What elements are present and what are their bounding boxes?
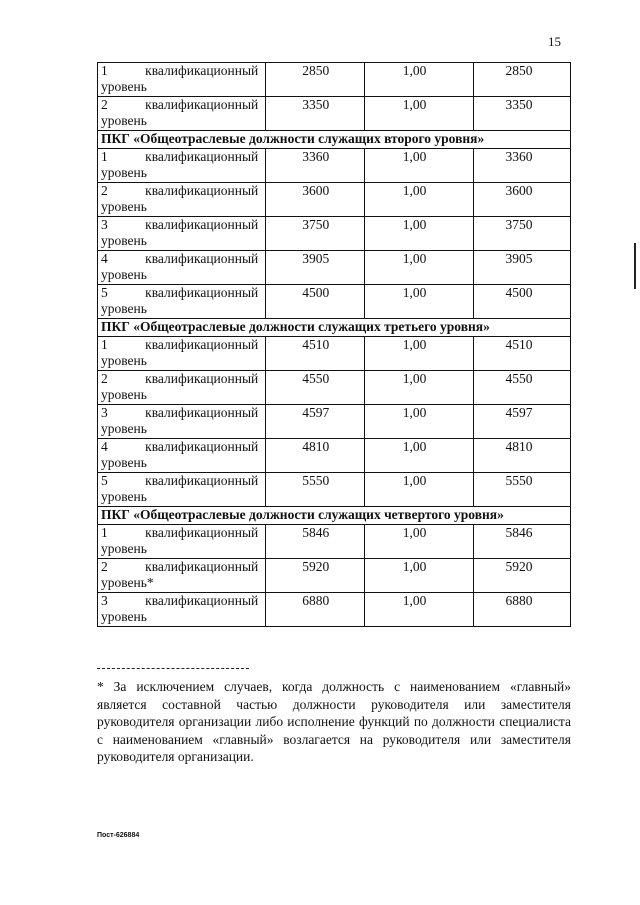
table-row bbox=[98, 473, 571, 507]
level-cell bbox=[98, 405, 266, 439]
level-suffix: уровень bbox=[101, 421, 147, 436]
level-cell bbox=[98, 285, 266, 319]
table-row bbox=[98, 593, 571, 627]
table-row bbox=[98, 405, 571, 439]
level-suffix: уровень bbox=[101, 165, 147, 180]
salary-cell: 3905 bbox=[266, 251, 364, 285]
level-word: квалификационный bbox=[145, 97, 259, 112]
level-word: квалификационный bbox=[145, 217, 259, 232]
level-cell bbox=[98, 251, 266, 285]
level-suffix: уровень bbox=[101, 455, 147, 470]
level-number: 3 bbox=[101, 593, 108, 608]
level-word: квалификационный bbox=[145, 593, 259, 608]
coefficient-cell: 1,00 bbox=[364, 337, 473, 371]
salary-cell: 4550 bbox=[266, 371, 364, 405]
level-number: 4 bbox=[101, 439, 108, 454]
level-cell bbox=[98, 593, 266, 627]
coefficient-cell: 1,00 bbox=[364, 251, 473, 285]
coefficient-cell: 1,00 bbox=[364, 593, 473, 627]
table-row bbox=[98, 525, 571, 559]
level-number: 5 bbox=[101, 473, 108, 488]
level-suffix: уровень bbox=[101, 609, 147, 624]
salary-cell: 5920 bbox=[266, 559, 364, 593]
level-suffix: уровень* bbox=[101, 575, 154, 590]
group-title: ПКГ «Общеотраслевые должности служащих четвертого уровня» bbox=[98, 507, 571, 525]
salary-cell: 5846 bbox=[266, 525, 364, 559]
level-number: 3 bbox=[101, 405, 108, 420]
level-cell bbox=[98, 473, 266, 507]
page-number: 15 bbox=[548, 34, 561, 49]
total-cell: 5920 bbox=[473, 559, 571, 593]
level-word: квалификационный bbox=[145, 183, 259, 198]
footnote-text: * За исключением случаев, когда должность с наименованием «главный» является составной частью должности руководителя или заместителя руководителя организации либо исполнение функций по должности специалиста с наименованием «главный» возлагается на руководителя или заместителя руководителя организации. bbox=[97, 679, 571, 764]
footnote-separator bbox=[97, 668, 249, 669]
level-cell bbox=[98, 217, 266, 251]
total-cell: 4510 bbox=[473, 337, 571, 371]
level-number: 1 bbox=[101, 525, 108, 540]
table-row bbox=[98, 97, 571, 131]
level-suffix: уровень bbox=[101, 79, 147, 94]
level-cell bbox=[98, 525, 266, 559]
level-suffix: уровень bbox=[101, 233, 147, 248]
total-cell: 4810 bbox=[473, 439, 571, 473]
total-cell: 3905 bbox=[473, 251, 571, 285]
group-title: ПКГ «Общеотраслевые должности служащих второго уровня» bbox=[98, 131, 571, 149]
level-cell bbox=[98, 149, 266, 183]
level-cell bbox=[98, 183, 266, 217]
total-cell: 3750 bbox=[473, 217, 571, 251]
salary-cell: 3750 bbox=[266, 217, 364, 251]
salary-cell: 3350 bbox=[266, 97, 364, 131]
salary-cell: 4810 bbox=[266, 439, 364, 473]
level-word: квалификационный bbox=[145, 525, 259, 540]
total-cell: 5846 bbox=[473, 525, 571, 559]
table-row bbox=[98, 63, 571, 97]
coefficient-cell: 1,00 bbox=[364, 559, 473, 593]
level-cell bbox=[98, 439, 266, 473]
total-cell: 2850 bbox=[473, 63, 571, 97]
level-suffix: уровень bbox=[101, 267, 147, 282]
total-cell: 4597 bbox=[473, 405, 571, 439]
coefficient-cell: 1,00 bbox=[364, 63, 473, 97]
level-suffix: уровень bbox=[101, 301, 147, 316]
scan-edge-mark bbox=[634, 243, 636, 289]
level-word: квалификационный bbox=[145, 251, 259, 266]
coefficient-cell: 1,00 bbox=[364, 405, 473, 439]
coefficient-cell: 1,00 bbox=[364, 473, 473, 507]
table-row bbox=[98, 251, 571, 285]
table-row bbox=[98, 149, 571, 183]
table-row bbox=[98, 217, 571, 251]
level-word: квалификационный bbox=[145, 473, 259, 488]
salary-cell: 4510 bbox=[266, 337, 364, 371]
level-cell bbox=[98, 97, 266, 131]
level-number: 3 bbox=[101, 217, 108, 232]
level-suffix: уровень bbox=[101, 387, 147, 402]
level-number: 2 bbox=[101, 97, 108, 112]
level-cell bbox=[98, 559, 266, 593]
salary-cell: 3360 bbox=[266, 149, 364, 183]
coefficient-cell: 1,00 bbox=[364, 439, 473, 473]
level-word: квалификационный bbox=[145, 371, 259, 386]
coefficient-cell: 1,00 bbox=[364, 217, 473, 251]
table-row bbox=[98, 559, 571, 593]
level-number: 5 bbox=[101, 285, 108, 300]
level-suffix: уровень bbox=[101, 489, 147, 504]
coefficient-cell: 1,00 bbox=[364, 525, 473, 559]
salary-cell: 2850 bbox=[266, 63, 364, 97]
level-number: 2 bbox=[101, 559, 108, 574]
level-number: 1 bbox=[101, 63, 108, 78]
total-cell: 3350 bbox=[473, 97, 571, 131]
level-word: квалификационный bbox=[145, 285, 259, 300]
level-number: 2 bbox=[101, 183, 108, 198]
table-row bbox=[98, 439, 571, 473]
total-cell: 3600 bbox=[473, 183, 571, 217]
coefficient-cell: 1,00 bbox=[364, 183, 473, 217]
level-number: 1 bbox=[101, 149, 108, 164]
group-header bbox=[98, 131, 571, 149]
total-cell: 5550 bbox=[473, 473, 571, 507]
level-cell bbox=[98, 371, 266, 405]
level-word: квалификационный bbox=[145, 63, 259, 78]
table-row bbox=[98, 337, 571, 371]
salary-table bbox=[97, 62, 571, 627]
coefficient-cell: 1,00 bbox=[364, 97, 473, 131]
salary-cell: 5550 bbox=[266, 473, 364, 507]
level-suffix: уровень bbox=[101, 199, 147, 214]
group-header bbox=[98, 319, 571, 337]
coefficient-cell: 1,00 bbox=[364, 285, 473, 319]
level-suffix: уровень bbox=[101, 353, 147, 368]
level-number: 4 bbox=[101, 251, 108, 266]
level-suffix: уровень bbox=[101, 541, 147, 556]
group-header bbox=[98, 507, 571, 525]
footnote bbox=[97, 678, 571, 766]
level-word: квалификационный bbox=[145, 149, 259, 164]
level-word: квалификационный bbox=[145, 337, 259, 352]
group-title: ПКГ «Общеотраслевые должности служащих третьего уровня» bbox=[98, 319, 571, 337]
table-row bbox=[98, 371, 571, 405]
level-word: квалификационный bbox=[145, 559, 259, 574]
level-word: квалификационный bbox=[145, 439, 259, 454]
total-cell: 3360 bbox=[473, 149, 571, 183]
table-row bbox=[98, 183, 571, 217]
salary-cell: 3600 bbox=[266, 183, 364, 217]
level-cell bbox=[98, 63, 266, 97]
salary-cell: 6880 bbox=[266, 593, 364, 627]
level-number: 2 bbox=[101, 371, 108, 386]
document-code: Пост-626884 bbox=[97, 832, 140, 839]
table-row bbox=[98, 285, 571, 319]
salary-cell: 4597 bbox=[266, 405, 364, 439]
total-cell: 4550 bbox=[473, 371, 571, 405]
level-word: квалификационный bbox=[145, 405, 259, 420]
salary-cell: 4500 bbox=[266, 285, 364, 319]
coefficient-cell: 1,00 bbox=[364, 371, 473, 405]
total-cell: 6880 bbox=[473, 593, 571, 627]
coefficient-cell: 1,00 bbox=[364, 149, 473, 183]
total-cell: 4500 bbox=[473, 285, 571, 319]
level-suffix: уровень bbox=[101, 113, 147, 128]
level-cell bbox=[98, 337, 266, 371]
level-number: 1 bbox=[101, 337, 108, 352]
